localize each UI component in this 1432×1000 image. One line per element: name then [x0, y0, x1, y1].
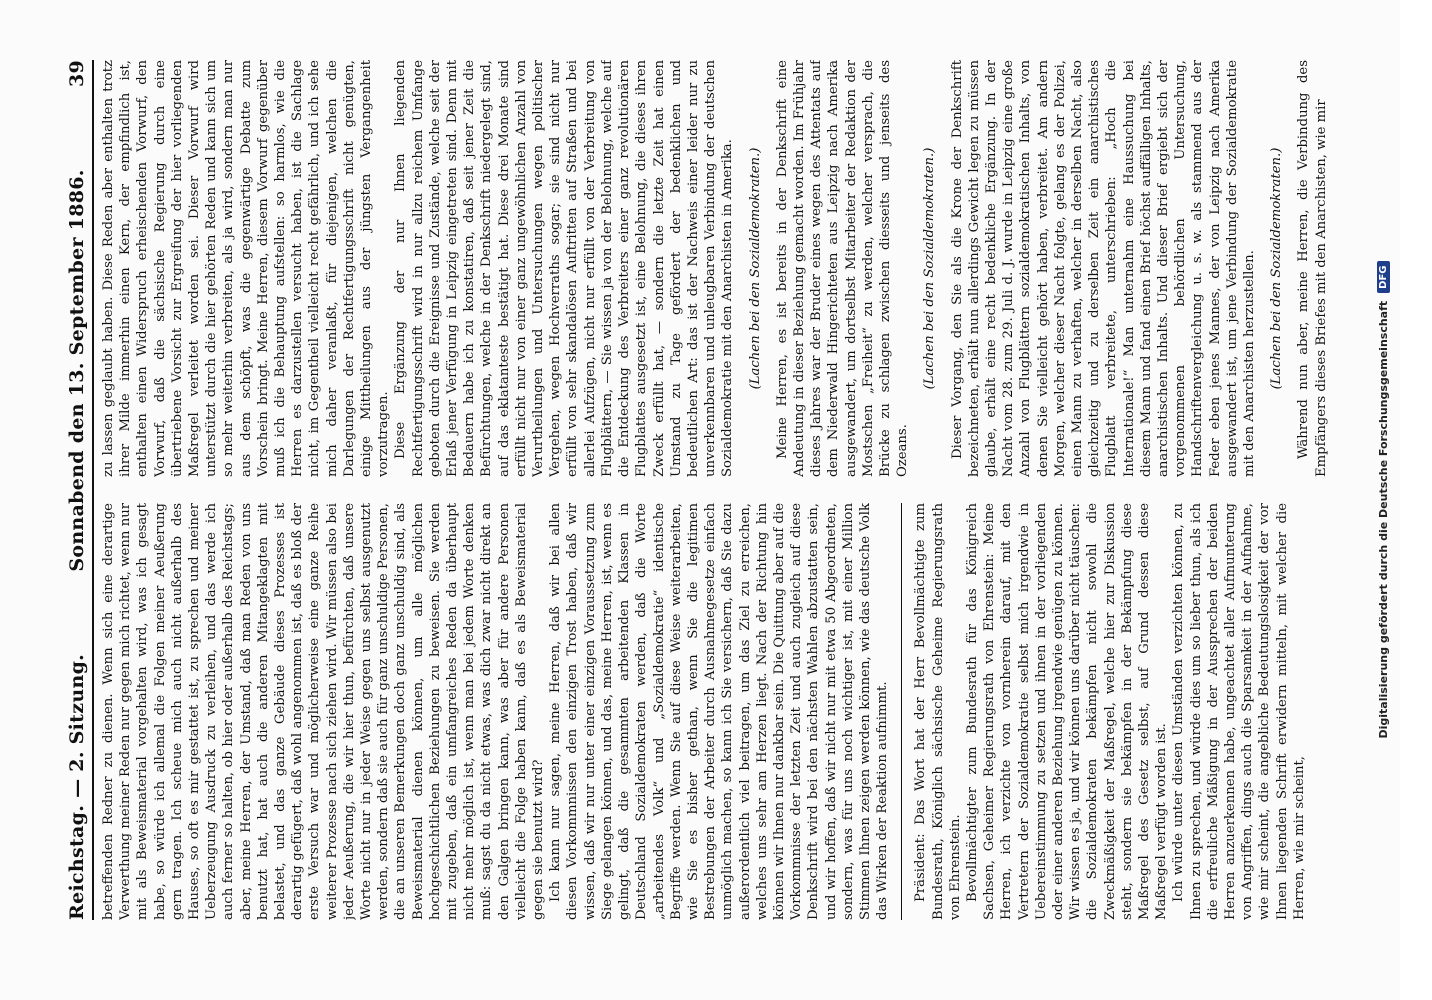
section-divider: [901, 503, 902, 920]
dfg-credit-text: Digitalisierung gefördert durch die Deutsche Forschungsgemeinschaft: [1376, 300, 1390, 739]
paragraph: Präsident: Das Wort hat der Herr Bevollmächtigte zum Bundesrath, Königlich sächsische Geheime Regierungsrath von Ehrenstein.: [913, 503, 963, 920]
stage-direction: (Lachen bei den Sozialdemokraten.): [747, 147, 763, 390]
paragraph: Ich würde unter diesen Umständen verzichten können, zu Ihnen zu sprechen, und würde dies um so lieber thun, als ich die erfreuliche Mäßigung in der Aussprechen der beiden Herren anzuerkennen habe, ungeachtet aller Aufmunterung von Angriffen, dings auch die Sparsamkeit in der Aufnahme, wie mir scheint, die angebliche Bedeutungslosigkeit der vor Ihnen liegenden Schrift erwidern mitteln, mit welcher die Herren, wie mir scheint,: [1171, 503, 1307, 920]
paragraph: Während nun aber, meine Herren, die Verbindung des Empfängers dieses Briefes mit den Anarchisten, wie mir: [1296, 60, 1329, 477]
header-date: Sonnabend den 13. September 1886.: [66, 169, 88, 572]
paragraph: betreffenden Redner zu dienen. Wenn sich eine derartige Verwerthung meiner Reden nur gegen mich richtet, wenn nur mit als Beweismaterial vorgehalten wird, was ich gesagt habe, so würde ich allemal die Folgen meiner Aeußerung gern tragen. Ich scheue mich auch nicht außerhalb des Hauses, so oft es mir gestattet ist, zu sprechen und meiner Ueberzeugung Ausdruck zu verleihen, und das werde ich auch ferner so halten, ob hier oder außerhalb des Reichstags; aber, meine Herren, der Umstand, daß man Reden von uns benutzt hat, hat auch die anderen Mitangeklagten mit belastet, und das ganze Gebäude dieses Prozesses ist derartig gefügert, daß wohl angenommen ist, daß es bloß der erste Versuch war und möglicherweise eine ganze Reihe weiterer Prozesse nach sich ziehen wird. Wir müssen also bei jeder Aeußerung, die wir hier thun, befürchten, daß unsere Worte nicht nur in jeder Weise gegen uns selbst ausgenutzt werden, sondern daß sie auch für ganz unschuldige Personen, die an unseren Bemerkungen doch ganz unschuldig sind, als Beweismaterial dienen können, um alle möglichen hochgeschichtlichen Beziehungen zu beweisen. Sie werden mit zugeben, daß ein umfangreiches Reden da überhaupt nicht mehr möglich ist, wenn man bei jedem Worte denken muß: sagst du da nicht etwas, was dich zwar nicht direkt an den Galgen bringen kann, was aber für andere Personen vielleicht die Folge haben kann, daß es als Beweismaterial gegen sie benutzt wird?: [101, 503, 547, 920]
dfg-logo: DFG: [1377, 262, 1390, 293]
paragraph: Dieser Vorgang, den Sie als die Krone der Denkschrift bezeichneten, erhält nun allerdings Gewicht legen zu müssen glaube, erhält eine recht bedenkliche Ergänzung. In der Nacht vom 28. zum 29. Juli d. J. wurde in Leipzig eine große Anzahl von Flugblättern sozialdemokratischen Inhalts, von denen Sie vielleicht gehört haben, verbreitet. Am andern Morgen, welcher dieser Nacht folgte, gelang es der Polizei, einen Mann zu verhaften, welcher in derselben Nacht, also gleichzeitig und zu derselben Zeit ein anarchistisches Flugblatt verbreitete, unterschrieben: „Hoch die Internationale!“ Man unternahm eine Haussuchung bei diesem Mann und fand einen Brief höchst auffälligen Inhalts, anarchistischen Inhalts. Und dieser Brief ergiebt sich der vorgenommenen behördlichen Untersuchung, Handschriftenvergleichung u. s. w. als stammend aus der Feder eben jenes Mannes, der von Leipzig nach Amerika ausgewandert ist, um jene Verbindung der Sozialdemokratie mit den Anarchisten herzustellen.: [949, 60, 1257, 477]
stage-direction: (Lachen bei den Sozialdemokraten.): [922, 147, 938, 390]
text-columns: [100, 60, 1370, 920]
paragraph: Bevollmächtigter zum Bundesrath für das Königreich Sachsen, Geheimer Regierungsrath von Ehrenstein: Meine Herren, ich verzichte von vornherein darauf, mit den Vertretern der Sozialdemokratie selbst mich irgendwie in Uebereinstimmung zu setzen und ihnen in der vorliegenden oder einer anderen Beziehung irgendwie genügen zu können. Wir wissen es ja, und wir können uns darüber nicht täuschen: die Sozialdemokraten bekämpfen nicht sowohl die Zweckmäßigkeit der Maßregel, welche hier zur Diskussion steht, sondern sie bekämpfen in der Bekämpfung diese Maßregel des Gesetz selbst, auf Grund dessen diese Maßregel verfügt worden ist.: [964, 503, 1170, 920]
right-column: [100, 60, 1370, 477]
left-column: [100, 503, 1370, 920]
header-session: Reichstag. — 2. Sitzung.: [66, 653, 88, 920]
paragraph: Ich kann nur sagen, meine Herren, daß wir bei allen diesen Vorkommnissen den einzigen Trost haben, daß wir wissen, daß wir nur unter einer einzigen Voraussetzung zum Siege gelangen können, und das, meine Herren, ist, wenn es gelingt, daß die gesammten arbeitenden Klassen in Deutschland Sozialdemokraten werden, daß die Worte „arbeitendes Volk“ und „Sozialdemokratie“ identische Begriffe werden. Wenn Sie auf diese Weise weiterarbeiten, wie Sie es bisher gethan, wenn Sie die legitimen Bestrebungen der Arbeiter durch Ausnahmegesetze einfach unmöglich machen, so kann ich Sie versichern, daß Sie dazu außerordentlich viel beitragen, um das Ziel zu erreichen, welches uns sehr am Herzen liegt. Nach der Richtung hin können wir Ihnen nur dankbar sein. Die Quittung aber auf die Vorkommnisse der letzten Zeit und auch zugleich auf diese Denkschrift wird bei den nächsten Wahlen abzustatten sein, und wir hoffen, daß wir nicht nur mit etwa 50 Abgeordneten, sondern, was für uns noch wichtiger ist, mit einer Million Stimmen Ihnen zeigen werden können, wie das deutsche Volk das Wirken der Reaktion aufnimmt.: [548, 503, 891, 920]
stage-direction: (Lachen bei den Sozialdemokraten.): [1269, 147, 1285, 390]
page-number: 39: [66, 60, 88, 88]
paragraph: Diese Ergänzung der nur Ihnen liegenden Rechtfertigungsschrift wird in nur allzu reichem Umfange geboten durch die Ereignisse und Zustände, welche seit der Erlaß jener Verfügung in Leipzig eingetreten sind. Denn mit Bedauern habe ich zu konstatiren, daß seit jener Zeit die Befürchtungen, welche in der Denkschrift niedergelegt sind, auf das eklatanteste bestätigt hat. Diese drei Monate sind erfüllt nicht nur von einer ganz ungewöhnlichen Anzahl von Verurtheilungen und Untersuchungen wegen politischer Vergehen, wegen Hochverraths sogar; sie sind nicht nur erfüllt von sehr skandalösen Auftritten auf Straßen und bei allerlei Aufzügen, nicht nur erfüllt von der Verbreitung von Flugblättern, — Sie wissen ja von der Belohnung, welche auf die Entdeckung des Verbreiters einer ganz revolutionären Flugblattes ausgesetzt ist, eine Belohnung, die dieses ihren Zweck erfüllt hat, — sondern die letzte Zeit hat einen Umstand zu Tage gefördert der bedenklichen und bedeutlichen Art: das ist der Nachweis einer leider nur zu unverkennbaren und unleugbaren Verbindung der deutschen Sozialdemokratie mit den Anarchisten in Amerika.: [393, 60, 736, 477]
dfg-credit: [1372, 8, 1394, 992]
paragraph: Meine Herren, es ist bereits in der Denkschrift eine Andeutung in dieser Beziehung gemacht worden. Im Frühjahr dieses Jahres war der Bruder eines wegen des Attentats auf dem Niederwald Hingerichteten aus Leipzig nach Amerika ausgewandert, um dortselbst Mitarbeiter der Redaktion der Mostschen „Freiheit“ zu werden, welcher versprach, die Brücke zu schlagen zwischen diesseits und jenseits des Ozeans.: [774, 60, 911, 477]
paragraph: zu lassen geglaubt haben. Diese Reden aber enthalten trotz ihrer Milde immerhin einen Kern, der empfindlich ist, enthalten einen Widerspruch erheischenden Vorwurf, den Vorwurf, daß die sächsische Regierung durch eine übertriebene Vorsicht zur Ergreifung der hier vorliegenden Maßregel verleitet worden sei. Dieser Vorwurf wird unterstützt durch die hier gehörten Reden und kann sich um so mehr weiterhin verbreiten, als ja wird, sondern man nur aus dem schöpft, was die gegenwärtige Debatte zum Vorschein bringt. Meine Herren, diesem Vorwurf gegenüber muß ich die Behauptung aufstellen: so harmlos, wie die Herren es darzustellen versucht haben, ist die Sachlage nicht, im Gegentheil vielleicht recht gefährlich, und ich sehe mich daher veranlaßt, für diejenigen, welchen die Darlegungen der Rechtfertigungsschrift nicht genügten, einige Mittheilungen aus der jüngsten Vergangenheit vorzutragen.: [101, 60, 392, 477]
page-header: [48, 60, 94, 920]
